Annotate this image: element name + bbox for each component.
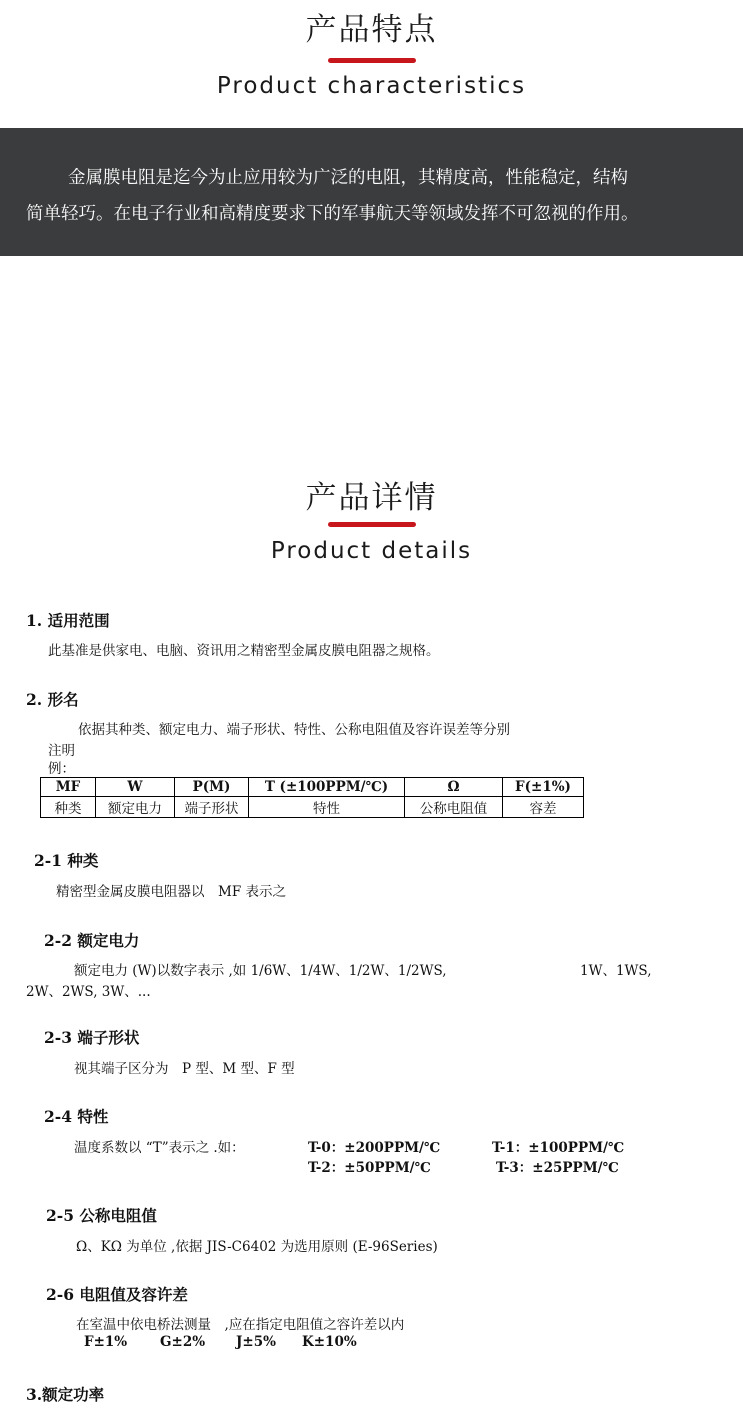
section-2-2-text1b: 1W、1WS, — [580, 963, 652, 979]
tolerance-f: F±1% — [84, 1334, 128, 1350]
table-cell: 端子形状 — [175, 797, 249, 818]
table-cell: 容差 — [503, 797, 584, 818]
tolerance-k: K±10% — [302, 1334, 357, 1350]
details-accent-bar — [328, 522, 416, 527]
section-2-4-t1: T-1：±100PPM/℃ — [492, 1140, 625, 1156]
table-cell: T (±100PPM/℃) — [249, 778, 405, 797]
characteristics-title-cn: 产品特点 — [305, 12, 438, 48]
table-cell: MF — [41, 778, 96, 797]
section-2-4-title: 2-4 特性 — [44, 1107, 109, 1126]
section-2-title: 2. 形名 — [26, 690, 79, 709]
table-cell: P(M) — [175, 778, 249, 797]
characteristics-accent-bar — [328, 58, 416, 63]
section-2-6-text: 在室温中依电桥法测量 ,应在指定电阻值之容许差以内 — [76, 1317, 405, 1333]
section-2-text: 依据其种类、额定电力、端子形状、特性、公称电阻值及容许误差等分别 — [78, 722, 510, 738]
table-cell: 种类 — [41, 797, 96, 818]
section-2-2-text2: 2W、2WS, 3W、... — [26, 984, 151, 1000]
section-2-4-t0: T-0：±200PPM/℃ — [308, 1140, 441, 1156]
section-2-5-text: Ω、KΩ 为单位 ,依据 JIS-C6402 为选用原则 (E-96Series) — [76, 1239, 438, 1255]
section-2-note-line2: 例： — [48, 761, 75, 777]
table-row — [41, 797, 584, 818]
section-2-4-t3: T-3：±25PPM/℃ — [496, 1160, 619, 1176]
model-example-table — [40, 777, 584, 818]
section-2-1-title: 2-1 种类 — [34, 851, 99, 870]
section-1-title: 1. 适用范围 — [26, 611, 110, 630]
section-1-text: 此基准是供家电、电脑、资讯用之精密型金属皮膜电阻器之规格。 — [48, 643, 440, 659]
table-cell: F(±1%) — [503, 778, 584, 797]
section-2-2-title: 2-2 额定电力 — [44, 931, 140, 950]
details-title-en: Product details — [270, 538, 473, 564]
characteristics-title-en: Product characteristics — [216, 73, 527, 99]
table-cell: W — [96, 778, 175, 797]
table-cell: 特性 — [249, 797, 405, 818]
section-2-3-title: 2-3 端子形状 — [44, 1028, 140, 1047]
details-title-cn: 产品详情 — [305, 480, 438, 516]
section-2-note-line1: 注明 — [48, 743, 75, 759]
tolerance-j: J±5% — [236, 1334, 276, 1350]
characteristics-description-band — [0, 128, 743, 256]
section-2-6-title: 2-6 电阻值及容许差 — [46, 1285, 188, 1304]
characteristics-description-line1: 金属膜电阻是迄今为止应用较为广泛的电阻，其精度高，性能稳定，结构 — [68, 168, 628, 188]
tolerance-g: G±2% — [160, 1334, 206, 1350]
section-2-4-t2: T-2：±50PPM/℃ — [308, 1160, 431, 1176]
section-2-3-text: 视其端子区分为 P 型、M 型、F 型 — [74, 1061, 295, 1077]
table-cell: 额定电力 — [96, 797, 175, 818]
table-cell: Ω — [405, 778, 503, 797]
section-2-1-text: 精密型金属皮膜电阻器以 MF 表示之 — [56, 884, 286, 900]
characteristics-description-line2: 简单轻巧。在电子行业和高精度要求下的军事航天等领域发挥不可忽视的作用。 — [26, 204, 639, 224]
section-3-title: 3.额定功率 — [26, 1385, 105, 1404]
section-2-4-text: 温度系数以 “T”表示之 .如： — [74, 1140, 245, 1156]
table-cell: 公称电阻值 — [405, 797, 503, 818]
table-row — [41, 778, 584, 797]
section-2-5-title: 2-5 公称电阻值 — [46, 1206, 157, 1225]
section-2-2-text1: 额定电力 (W)以数字表示 ,如 1/6W、1/4W、1/2W、1/2WS, — [74, 963, 447, 979]
